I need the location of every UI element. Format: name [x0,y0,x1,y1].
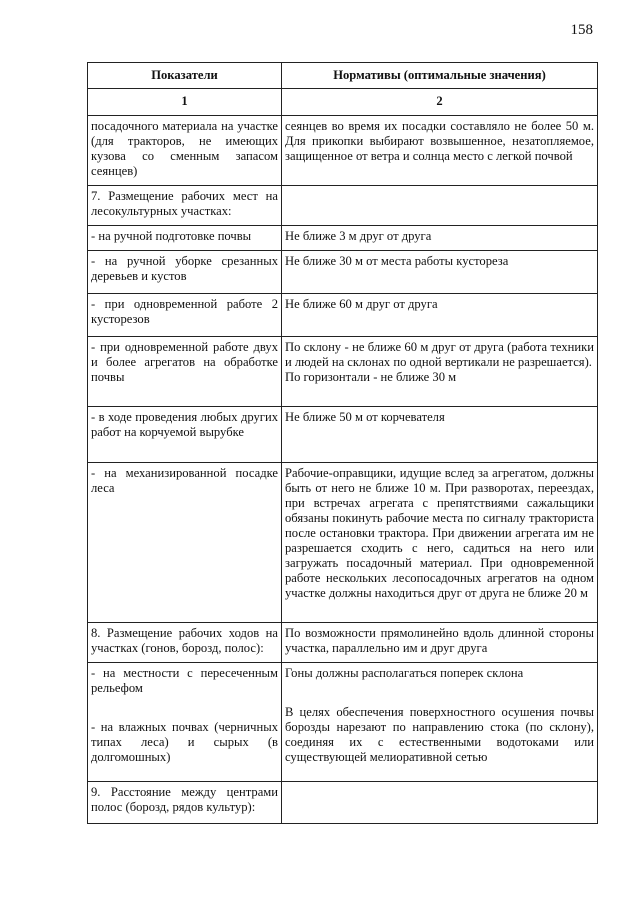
norm-cell: Не ближе 3 м друг от друга [282,226,598,251]
table-row [88,782,598,824]
norm-cell: Рабочие-оправщики, идущие вслед за агрегатом, должны быть от него не ближе 10 м. При разворотах, переездах, при встречах агрегата с препятствиями сажальщики обязаны покинуть рабочие места по сигналу тракториста после остановки трактора. При движении агрегата им не разрешается сходить с него, садиться на него или загружать посадочный материал. При одновременной работе нескольких лесопосадочных агрегатов на одном участке должны находиться друг от друга не ближе 20 м [282,463,598,623]
page-number: 158 [570,22,593,38]
norm-cell [282,186,598,226]
indicator-cell: - в ходе проведения любых других работ на корчуемой вырубке [88,407,282,463]
column-header-norms: Нормативы (оптимальные значения) [282,63,598,89]
table-row [88,463,598,623]
table-header-row [88,63,598,89]
norm-cell [282,663,598,782]
indicator-cell: посадочного материала на участке (для тракторов, не имеющих кузова со сменным запасом сеянцев) [88,116,282,186]
table-row [88,226,598,251]
norm-text-extra: По горизонтали - не ближе 30 м [285,370,457,384]
indicator-cell: - на механизированной посадке леса [88,463,282,623]
column-header-indicators: Показатели [88,63,282,89]
column-number-row [88,89,598,116]
table-row [88,186,598,226]
table-row [88,116,598,186]
table-row [88,337,598,407]
norm-cell [282,337,598,407]
indicator-cell: 9. Расстояние между центрами полос (борозд, рядов культур): [88,782,282,824]
indicator-text: - на местности с пересеченным рельефом [91,666,278,695]
norm-cell: По возможности прямолинейно вдоль длинной стороны участка, параллельно им и друг друга [282,623,598,663]
indicator-cell: - при одновременной работе 2 кусторезов [88,294,282,337]
norm-text: По склону - не ближе 60 м друг от друга (работа техники и людей на склонах по одной вертикали не разрешается). [285,340,594,369]
indicator-cell: - на ручной подготовке почвы [88,226,282,251]
indicator-text-extra: - на влажных почвах (черничных типах леса) и сырых (в долгомошных) [91,720,278,764]
table-row [88,623,598,663]
indicator-cell: 7. Размещение рабочих мест на лесокультурных участках: [88,186,282,226]
table-row [88,663,598,782]
indicator-cell: - при одновременной работе двух и более агрегатов на обработке почвы [88,337,282,407]
norm-cell [282,782,598,824]
norm-text-extra: В целях обеспечения поверхностного осушения почвы борозды нарезают по направлению стока (по склону), соединяя их с естественными водотоками или существующей мелиоративной сетью [285,705,594,764]
norm-cell: Не ближе 60 м друг от друга [282,294,598,337]
norm-text: Гоны должны располагаться поперек склона [285,666,524,680]
norm-cell: Не ближе 50 м от корчевателя [282,407,598,463]
indicator-cell: - на ручной уборке срезанных деревьев и кустов [88,251,282,294]
norm-cell: Не ближе 30 м от места работы кустореза [282,251,598,294]
table-row [88,294,598,337]
table-row [88,407,598,463]
indicator-cell [88,663,282,782]
norms-table [87,62,598,824]
column-number-1: 1 [88,89,282,116]
column-number-2: 2 [282,89,598,116]
table-row [88,251,598,294]
indicator-cell: 8. Размещение рабочих ходов на участках (гонов, борозд, полос): [88,623,282,663]
norm-cell: сеянцев во время их посадки составляло не более 50 м. Для прикопки выбирают возвышенное, незатопляемое, защищенное от ветра и солнца место с легкой почвой [282,116,598,186]
